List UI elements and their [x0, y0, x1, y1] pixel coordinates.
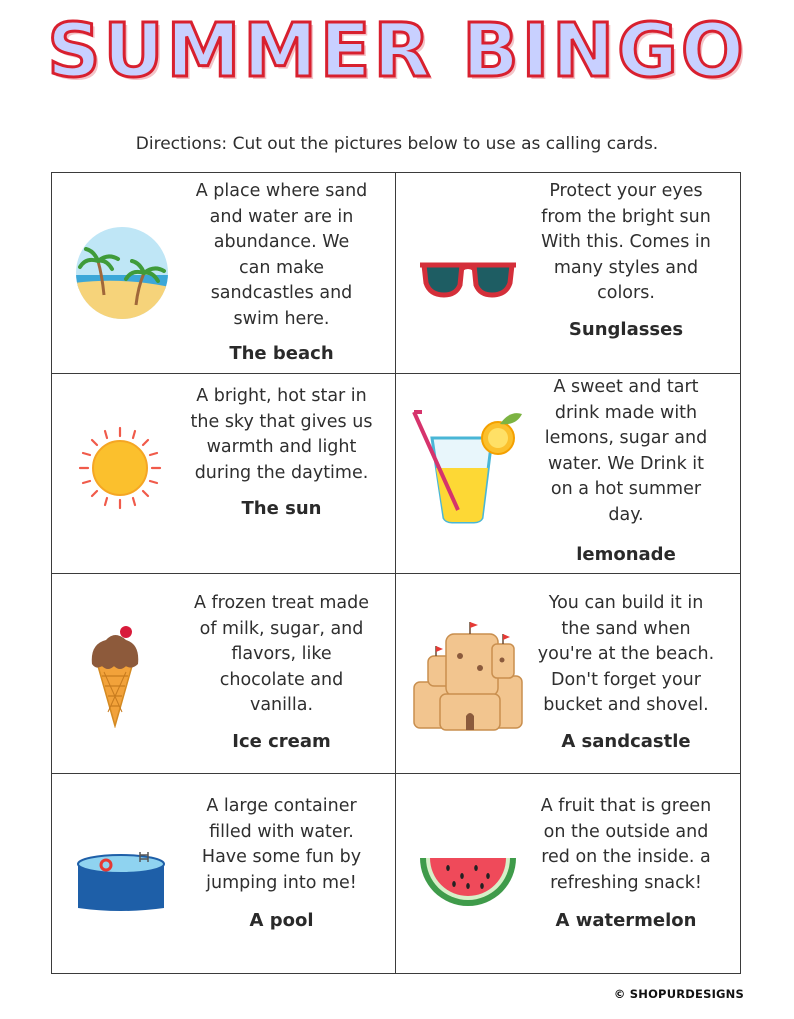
- card-description: You can build it in the sand when you're at the beach. Don't forget your bucket and shovel.: [537, 593, 715, 715]
- card-answer: A pool: [249, 910, 314, 931]
- sun-icon: [78, 426, 162, 510]
- beach-icon: [74, 225, 170, 321]
- card-answer: lemonade: [576, 544, 676, 565]
- card-answer: Sunglasses: [568, 319, 684, 340]
- card-description: A place where sand and water are in abundance. We can make sandcastles and swim here.: [195, 181, 368, 329]
- bingo-card-grid: [51, 172, 741, 974]
- card-answer: Ice cream: [232, 731, 331, 752]
- card-ice-cream: [52, 574, 396, 774]
- sunglasses-icon: [418, 255, 518, 299]
- card-description: A bright, hot star in the sky that gives us warmth and light during the daytime.: [190, 386, 373, 483]
- card-answer: A sandcastle: [561, 731, 691, 752]
- watermelon-icon: [418, 854, 518, 908]
- card-answer: A watermelon: [555, 910, 697, 931]
- card-pool: [52, 774, 396, 973]
- page-title: SUMMER BINGO: [47, 8, 747, 94]
- card-description: A sweet and tart drink made with lemons, sugar and water. We Drink it on a hot summer day.: [544, 377, 708, 525]
- card-sandcastle: [396, 574, 740, 774]
- card-description: A fruit that is green on the outside and red on the inside. a refreshing snack!: [540, 796, 712, 893]
- card-description: A frozen treat made of milk, sugar, and flavors, like chocolate and vanilla.: [193, 593, 370, 715]
- directions-text: Directions: Cut out the pictures below to use as calling cards.: [135, 134, 659, 154]
- copyright-footer: © SHOPURDESIGNS: [613, 987, 744, 1001]
- card-watermelon: [396, 774, 740, 973]
- card-lemonade: [396, 374, 740, 574]
- card-answer: The sun: [241, 498, 322, 519]
- lemonade-icon: [412, 410, 524, 528]
- card-beach: [52, 173, 396, 374]
- card-description: A large container filled with water. Have some fun by jumping into me!: [201, 796, 362, 893]
- card-answer: The beach: [229, 343, 334, 364]
- ice-cream-icon: [88, 624, 142, 728]
- sandcastle-icon: [410, 618, 526, 732]
- card-sun: [52, 374, 396, 574]
- pool-icon: [74, 850, 168, 912]
- card-description: Protect your eyes from the bright sun With this. Comes in many styles and colors.: [541, 181, 711, 303]
- card-sunglasses: [396, 173, 740, 374]
